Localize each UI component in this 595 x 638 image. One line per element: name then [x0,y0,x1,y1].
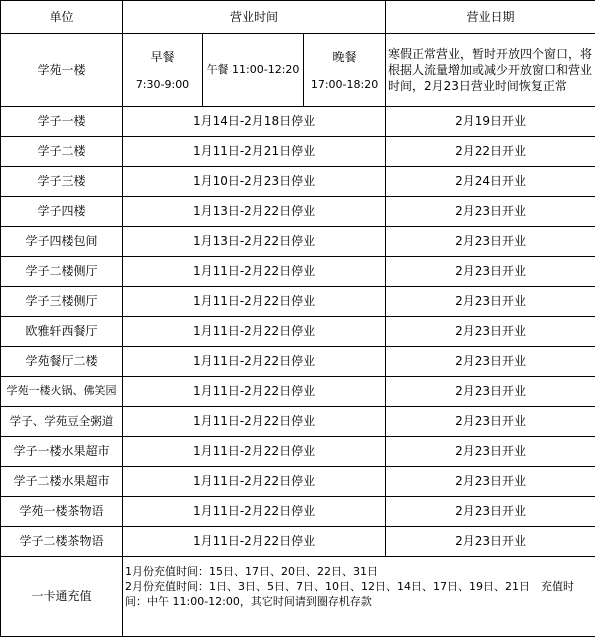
table-row [1,317,595,347]
table-row [1,287,595,317]
dinner-time: 17:00-18:20 [310,78,379,92]
unit-name: 学子一楼 [1,107,123,137]
recharge-row [1,557,595,637]
unit-name: 学苑一楼火锅、佛笑园 [1,377,123,407]
opening-date: 2月23日开业 [386,497,595,527]
closure-period: 1月11日-2月22日停业 [123,347,386,377]
header-unit: 单位 [1,1,123,34]
recharge-unit: 一卡通充值 [1,557,123,637]
unit-name: 学子三楼侧厅 [1,287,123,317]
closure-period: 1月11日-2月22日停业 [123,437,386,467]
table-row [1,227,595,257]
header-dates: 营业日期 [386,1,595,34]
opening-date: 2月19日开业 [386,107,595,137]
unit-name: 学子二楼侧厅 [1,257,123,287]
table-row [1,167,595,197]
recharge-schedule [123,557,595,637]
closure-period: 1月11日-2月22日停业 [123,317,386,347]
unit-name: 学子三楼 [1,167,123,197]
table-row [1,257,595,287]
opening-date: 2月23日开业 [386,437,595,467]
lunch-cell: 午餐 11:00-12:20 [203,34,304,107]
closure-period: 1月13日-2月22日停业 [123,227,386,257]
closure-period: 1月11日-2月22日停业 [123,257,386,287]
opening-date: 2月23日开业 [386,527,595,557]
unit-name: 学苑一楼茶物语 [1,497,123,527]
opening-date: 2月23日开业 [386,317,595,347]
closure-period: 1月11日-2月22日停业 [123,407,386,437]
table-row [1,347,595,377]
unit-name: 学子二楼茶物语 [1,527,123,557]
breakfast-cell [123,34,203,107]
unit-name: 学子四楼 [1,197,123,227]
dinner-cell [304,34,386,107]
breakfast-time: 7:30-9:00 [135,78,190,92]
opening-date: 2月23日开业 [386,347,595,377]
closure-period: 1月10日-2月23日停业 [123,167,386,197]
closure-period: 1月11日-2月22日停业 [123,497,386,527]
unit-name: 学子一楼水果超市 [1,437,123,467]
dinner-label: 晚餐 [332,50,357,64]
closure-period: 1月11日-2月21日停业 [123,137,386,167]
xueyuan1-dates-note: 寒假正常营业，暂时开放四个窗口，将根据人流量增加或减少开放窗口和营业时间，2月23日营业时间恢复正常 [386,34,595,107]
table-row [1,437,595,467]
recharge-january: 1月份充值时间：15日、17日、20日、22日、31日 [125,565,378,578]
closure-period: 1月11日-2月22日停业 [123,287,386,317]
unit-name: 学苑一楼 [1,34,123,107]
unit-name: 学子二楼 [1,137,123,167]
unit-name: 欧雅轩西餐厅 [1,317,123,347]
unit-name: 学子、学苑豆全粥道 [1,407,123,437]
unit-name: 学苑餐厅二楼 [1,347,123,377]
closure-period: 1月11日-2月22日停业 [123,377,386,407]
table-row [1,107,595,137]
opening-date: 2月23日开业 [386,407,595,437]
table-row [1,377,595,407]
opening-date: 2月23日开业 [386,467,595,497]
opening-date: 2月23日开业 [386,287,595,317]
closure-period: 1月14日-2月18日停业 [123,107,386,137]
table-row [1,197,595,227]
opening-date: 2月23日开业 [386,227,595,257]
breakfast-label: 早餐 [150,50,175,64]
opening-date: 2月24日开业 [386,167,595,197]
closure-period: 1月11日-2月22日停业 [123,527,386,557]
opening-date: 2月23日开业 [386,257,595,287]
unit-name: 学子四楼包间 [1,227,123,257]
table-row [1,527,595,557]
opening-date: 2月23日开业 [386,197,595,227]
table-row [1,497,595,527]
closure-period: 1月13日-2月22日停业 [123,197,386,227]
header-row [1,1,595,34]
header-hours: 营业时间 [123,1,386,34]
table-row [1,407,595,437]
table-row [1,467,595,497]
xueyuan1-row [1,34,595,107]
opening-date: 2月22日开业 [386,137,595,167]
table-row [1,137,595,167]
recharge-february: 2月份充值时间：1日、3日、5日、7日、10日、12日、14日、17日、19日、21日 充值时间：中午 11:00-12:00，其它时间请到圈存机存款 [125,579,574,608]
opening-date: 2月23日开业 [386,377,595,407]
unit-name: 学子二楼水果超市 [1,467,123,497]
closure-period: 1月11日-2月22日停业 [123,467,386,497]
